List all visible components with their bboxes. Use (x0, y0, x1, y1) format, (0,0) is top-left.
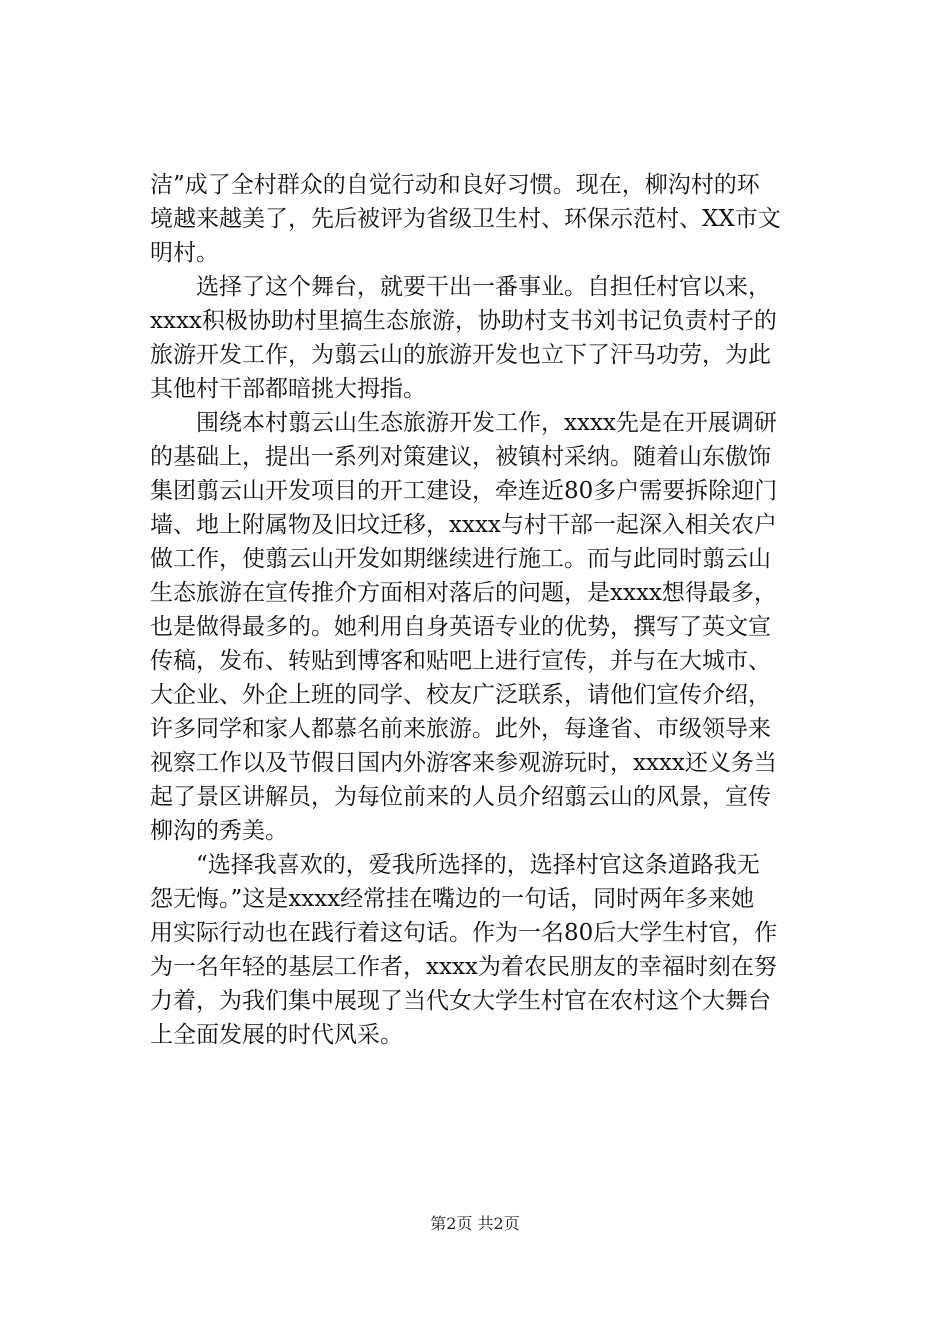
page-footer (0, 1213, 950, 1235)
text-line: xxxx积极协助村里搞生态旅游，协助村支书刘书记负责村子的 (150, 308, 777, 334)
text-line: 怨无悔。”这是xxxx经常挂在嘴边的一句话，同时两年多来她 (150, 886, 755, 912)
text-line: 洁”成了全村群众的自觉行动和良好习惯。现在，柳沟村的环 (150, 172, 760, 198)
text-line: 为一名年轻的基层工作者，xxxx为着农民朋友的幸福时刻在努 (150, 954, 777, 980)
text-line: 做工作，使翦云山开发如期继续进行施工。而与此同时翦云山 (150, 546, 771, 572)
text-line: 传稿，发布、转贴到博客和贴吧上进行宣传，并与在大城市、 (150, 648, 771, 674)
text-line: 境越来越美了，先后被评为省级卫生村、环保示范村、XX市文 (150, 206, 781, 232)
text-line: 生态旅游在宣传推介方面相对落后的问题，是xxxx想得最多， (150, 580, 777, 606)
text-line: 也是做得最多的。她利用自身英语专业的优势，撰写了英文宣 (150, 614, 771, 640)
text-line: 其他村干部都暗挑大拇指。 (150, 376, 426, 402)
text-line: 集团翦云山开发项目的开工建设，牵连近80多户需要拆除迎门 (150, 478, 778, 504)
text-line: 视察工作以及节假日国内外游客来参观游玩时，xxxx还义务当 (150, 750, 777, 776)
text-line: 上全面发展的时代风采。 (150, 1022, 403, 1048)
text-line: 用实际行动也在践行着这句话。作为一名80后大学生村官，作 (150, 920, 778, 946)
text-line: 旅游开发工作，为翦云山的旅游开发也立下了汗马功劳，为此 (150, 342, 771, 368)
text-line: 许多同学和家人都慕名前来旅游。此外，每逢省、市级领导来 (150, 716, 771, 742)
text-line: 力着，为我们集中展现了当代女大学生村官在农村这个大舞台 (150, 988, 771, 1014)
text-line: 的基础上，提出一系列对策建议，被镇村采纳。随着山东傲饰 (150, 444, 771, 470)
text-line: 柳沟的秀美。 (150, 818, 288, 844)
paragraph-start-line: “选择我喜欢的，爱我所选择的，选择村官这条道路我无 (196, 852, 760, 878)
paragraph-start-line: 选择了这个舞台，就要干出一番事业。自担任村官以来， (196, 274, 771, 300)
text-line: 起了景区讲解员，为每位前来的人员介绍翦云山的风景，宣传 (150, 784, 771, 810)
text-line: 明村。 (150, 240, 219, 266)
text-line: 墙、地上附属物及旧坟迁移，xxxx与村干部一起深入相关农户 (150, 512, 777, 538)
paragraph-start-line: 围绕本村翦云山生态旅游开发工作，xxxx先是在开展调研 (196, 410, 777, 436)
page-number-label: 第2页 共2页 (430, 1214, 520, 1233)
text-line: 大企业、外企上班的同学、校友广泛联系，请他们宣传介绍， (150, 682, 771, 708)
document-body (150, 168, 820, 1052)
